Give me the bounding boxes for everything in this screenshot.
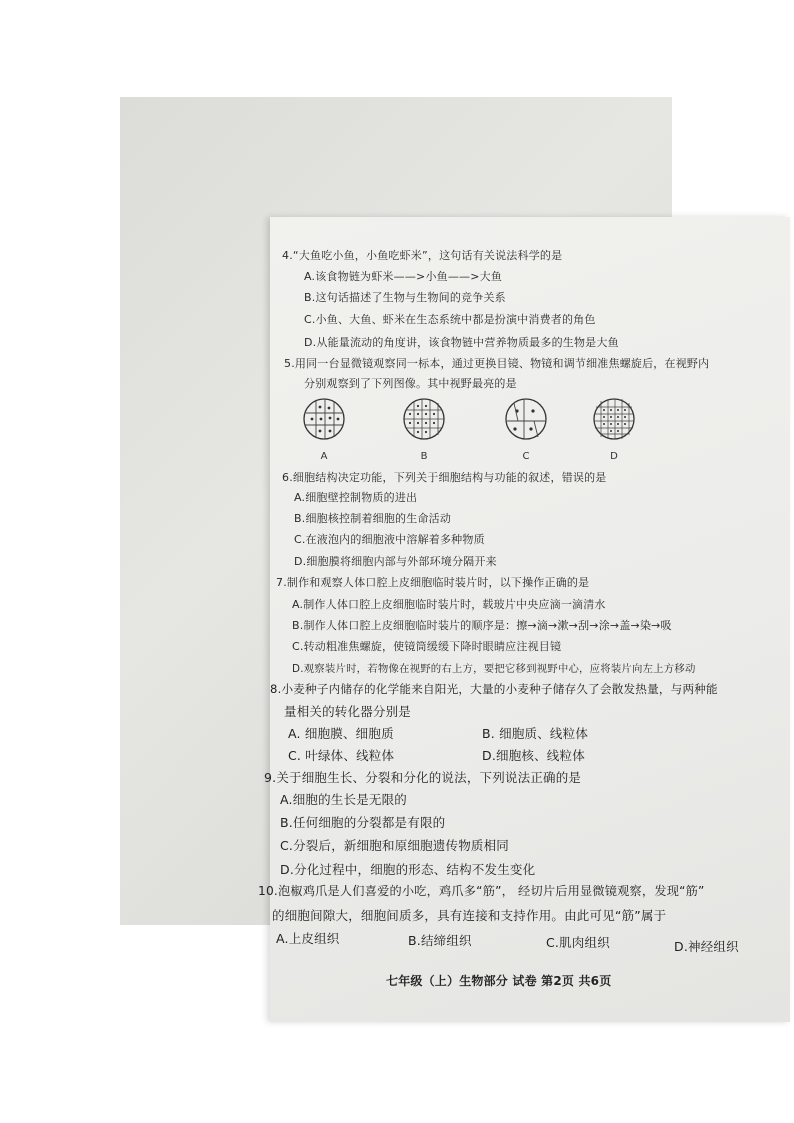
q10-option-b: B.结缔组织 (408, 933, 472, 948)
microscope-view-c (504, 397, 548, 462)
microscope-view-a-label: A (320, 451, 328, 462)
q9-stem: 9.关于细胞生长、分裂和分化的说法，下列说法正确的是 (264, 770, 582, 785)
document-photo (120, 97, 739, 988)
q8-stem-line2: 量相关的转化器分别是 (284, 704, 412, 719)
q8-option-d: D.细胞核、线粒体 (482, 748, 585, 763)
q7-option-a: A.制作人体口腔上皮细胞临时装片时，载玻片中央应滴一滴清水 (292, 598, 606, 611)
q9-option-a: A.细胞的生长是无限的 (280, 792, 408, 807)
microscope-view-d-figure (592, 397, 636, 441)
q7-stem: 7.制作和观察人体口腔上皮细胞临时装片时，以下操作正确的是 (276, 576, 590, 589)
q9-option-b: B.任何细胞的分裂都是有限的 (280, 815, 446, 830)
page-footer: 七年级（上）生物部分 试卷 第2页 共6页 (386, 974, 612, 988)
q10-option-d: D.神经组织 (674, 939, 739, 954)
q4-stem: 4.“大鱼吃小鱼，小鱼吃虾米”，这句话有关说法科学的是 (282, 249, 563, 262)
microscope-view-d (592, 397, 636, 462)
q10-stem-line1: 10.泡椒鸡爪是人们喜爱的小吃，鸡爪多“筋”， 经切片后用显微镜观察，发现“筋” (258, 884, 705, 898)
microscope-view-d-label: D (610, 451, 618, 462)
q5-stem-line2: 分别观察到了下列图像。其中视野最亮的是 (304, 377, 517, 390)
q7-option-c: C.转动粗准焦螺旋，使镜筒缓缓下降时眼睛应注视目镜 (292, 640, 562, 653)
microscope-view-a-figure (302, 397, 346, 441)
microscope-view-b (402, 397, 446, 462)
q8-option-a: A. 细胞膜、细胞质 (288, 726, 394, 741)
q6-option-a: A.细胞壁控制物质的进出 (294, 491, 418, 504)
q10-stem-line2: 的细胞间隙大，细胞间质多，具有连接和支持作用。由此可见“筋”属于 (272, 908, 667, 923)
q6-option-c: C.在液泡内的细胞液中溶解着多种物质 (294, 533, 485, 546)
q4-option-b: B.这句话描述了生物与生物间的竞争关系 (304, 291, 506, 304)
q4-option-c: C.小鱼、大鱼、虾米在生态系统中都是扮演中消费者的角色 (304, 313, 596, 326)
q4-option-a: A.该食物链为虾米——>小鱼——>大鱼 (304, 270, 503, 283)
q7-option-b: B.制作人体口腔上皮细胞临时装片的顺序是：擦→滴→漱→刮→涂→盖→染→吸 (292, 619, 672, 632)
q4-option-d: D.从能量流动的角度讲，该食物链中营养物质最多的生物是大鱼 (304, 336, 619, 349)
q9-option-d: D.分化过程中，细胞的形态、结构不发生变化 (280, 862, 536, 877)
q6-stem: 6.细胞结构决定功能，下列关于细胞结构与功能的叙述，错误的是 (282, 471, 607, 484)
q9-option-c: C.分裂后，新细胞和原细胞遗传物质相同 (280, 838, 510, 853)
q5-stem-line1: 5.用同一台显微镜观察同一标本，通过更换目镜、物镜和调节细准焦螺旋后，在视野内 (284, 357, 710, 370)
microscope-view-c-label: C (522, 451, 530, 462)
microscope-view-c-figure (504, 397, 548, 441)
q6-option-d: D.细胞膜将细胞内部与外部环境分隔开来 (294, 555, 497, 568)
exam-sheet (258, 217, 790, 1022)
q10-option-a: A.上皮组织 (276, 931, 340, 946)
q7-option-d: D.观察装片时，若物像在视野的右上方，要把它移到视野中心，应将装片向左上方移动 (292, 663, 696, 675)
q8-option-c: C. 叶绿体、线粒体 (288, 748, 395, 763)
q10-option-c: C.肌肉组织 (546, 935, 610, 950)
microscope-view-b-label: B (420, 451, 428, 462)
microscope-view-b-figure (402, 397, 446, 441)
q8-option-b: B. 细胞质、线粒体 (482, 726, 589, 741)
microscope-view-a (302, 397, 346, 462)
q8-stem-line1: 8.小麦种子内储存的化学能来自阳光，大量的小麦种子储存久了会散发热量，与两种能 (270, 682, 718, 696)
q6-option-b: B.细胞核控制着细胞的生命活动 (294, 512, 452, 525)
